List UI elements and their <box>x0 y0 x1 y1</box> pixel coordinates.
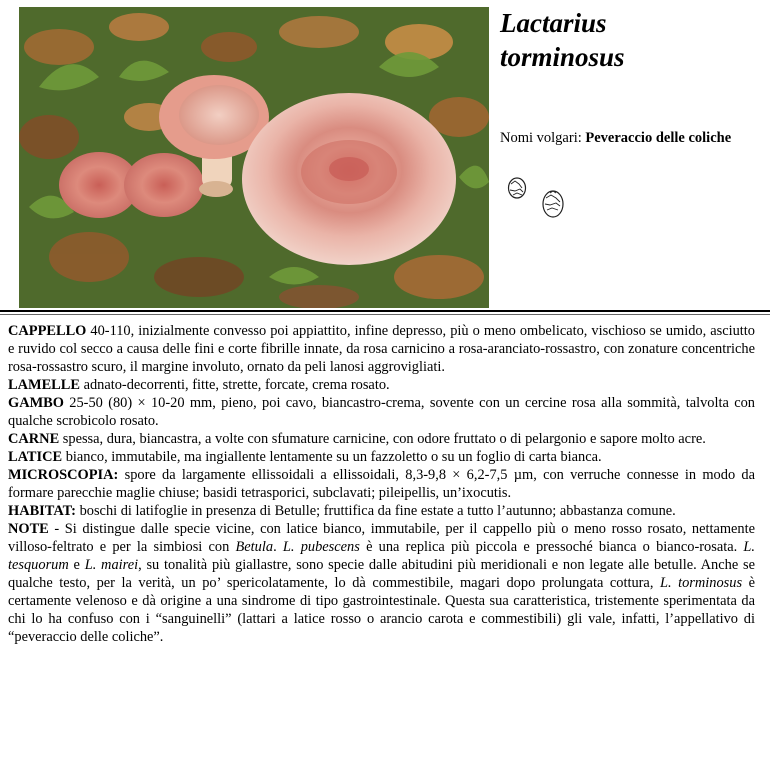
taxon-name: Betula <box>235 539 274 555</box>
taxon-name: L. torminosus <box>659 575 743 591</box>
section-label: HABITAT: <box>8 503 76 519</box>
section-text: è certamente velenoso e dà origine a una sindrome di tipo gastrointestinale. Questa sua caratteristica, tristemente sperimentata da chi lo ha confuso con i “sanguinelli” (lattari a latice rosso o arancio carota e commestibili) gli vale, infatti, l’appellativo di “peveraccio delle coliche”. <box>8 575 755 645</box>
section-text: spessa, dura, biancastra, a volte con sfumature carnicine, con odore fruttato o di pelargonio e sapore molto acre. <box>59 431 706 447</box>
section-text: 25-50 (80) × 10-20 mm, pieno, poi cavo, biancastro-crema, sovente con un cercine rosa alla sommità, talvolta con qualche scrobicolo rosato. <box>8 395 755 429</box>
section-text: e <box>68 557 85 573</box>
section-text: è una replica più piccola e pressoché bianca o bianco-rosata. <box>359 539 744 555</box>
section-microscopia <box>8 466 755 502</box>
section-text: adnato-decorrenti, fitte, strette, forcate, crema rosato. <box>79 377 390 393</box>
common-names-label: Nomi volgari: <box>500 130 586 146</box>
section-lamelle <box>8 376 755 394</box>
section-text: , su tonalità più giallastre, sono specie dalle abitudini più meridionali e non legate alle betulle. Anche se qualche testo, per la verità, un po’ spericolatamente, lo dà commestibile, magari dopo prolungata cottura, <box>8 557 755 591</box>
description <box>8 322 755 646</box>
common-names <box>500 128 731 148</box>
header-divider <box>0 310 770 312</box>
taxon-name: L. pubescens <box>282 539 360 555</box>
section-habitat <box>8 502 755 520</box>
section-label: CARNE <box>8 431 60 447</box>
section-label: NOTE <box>8 521 49 537</box>
mushroom-photo <box>19 7 489 308</box>
section-label: MICROSCOPIA: <box>8 467 119 483</box>
species-title-genus: Lactarius <box>500 8 607 38</box>
section-label: CAPPELLO <box>8 323 87 339</box>
section-label: LAMELLE <box>8 377 80 393</box>
section-text: - Si distingue dalle specie vicine, con latice bianco, immutabile, per il cappello più o meno rosso rosato, nettamente villoso-feltrato e per la simbiosi con <box>8 521 755 555</box>
section-gambo <box>8 394 755 430</box>
spore-icon-2 <box>543 191 563 217</box>
section-text: boschi di latifoglie in presenza di Betulle; fruttifica da fine estate a tutto l’autunno; abbastanza comune. <box>75 503 676 519</box>
section-latice <box>8 448 755 466</box>
taxon-name: L. tesquorum <box>8 539 756 573</box>
section-text: bianco, immutabile, ma ingiallente lentamente su un fazzoletto o su un foglio di carta bianca. <box>62 449 602 465</box>
common-name-value: Peveraccio delle coliche <box>585 130 732 146</box>
species-title-epithet: torminosus <box>500 42 625 72</box>
spore-icon-1 <box>509 178 526 198</box>
section-carne <box>8 430 755 448</box>
species-title <box>500 6 760 74</box>
header-divider-thin <box>0 314 770 315</box>
section-note <box>8 520 755 646</box>
taxon-name: L. mairei <box>84 557 139 573</box>
section-text: spore da largamente ellissoidali a ellissoidali, 8,3-9,8 × 6,2-7,5 µm, con verruche connesse in modo da formare parecchie maglie chiuse; basidi tetrasporici, subclavati; pileipellis, un’ixocutis. <box>8 467 755 501</box>
section-text: . <box>273 539 283 555</box>
section-cappello <box>8 322 755 376</box>
section-label: LATICE <box>8 449 63 465</box>
spore-drawings <box>505 172 575 226</box>
section-text: 40-110, inizialmente convesso poi appiattito, infine depresso, più o meno ombelicato, vischioso se umido, asciutto e ruvido col secco a causa delle fini e corte fibrille innate, da rosa carnicino a rosa-aranciato-rossastro, con zonature concentriche rosa-rossastro scuro, il margine involuto, ornato da peli lanosi aggrovigliati. <box>8 323 755 375</box>
section-label: GAMBO <box>8 395 64 411</box>
